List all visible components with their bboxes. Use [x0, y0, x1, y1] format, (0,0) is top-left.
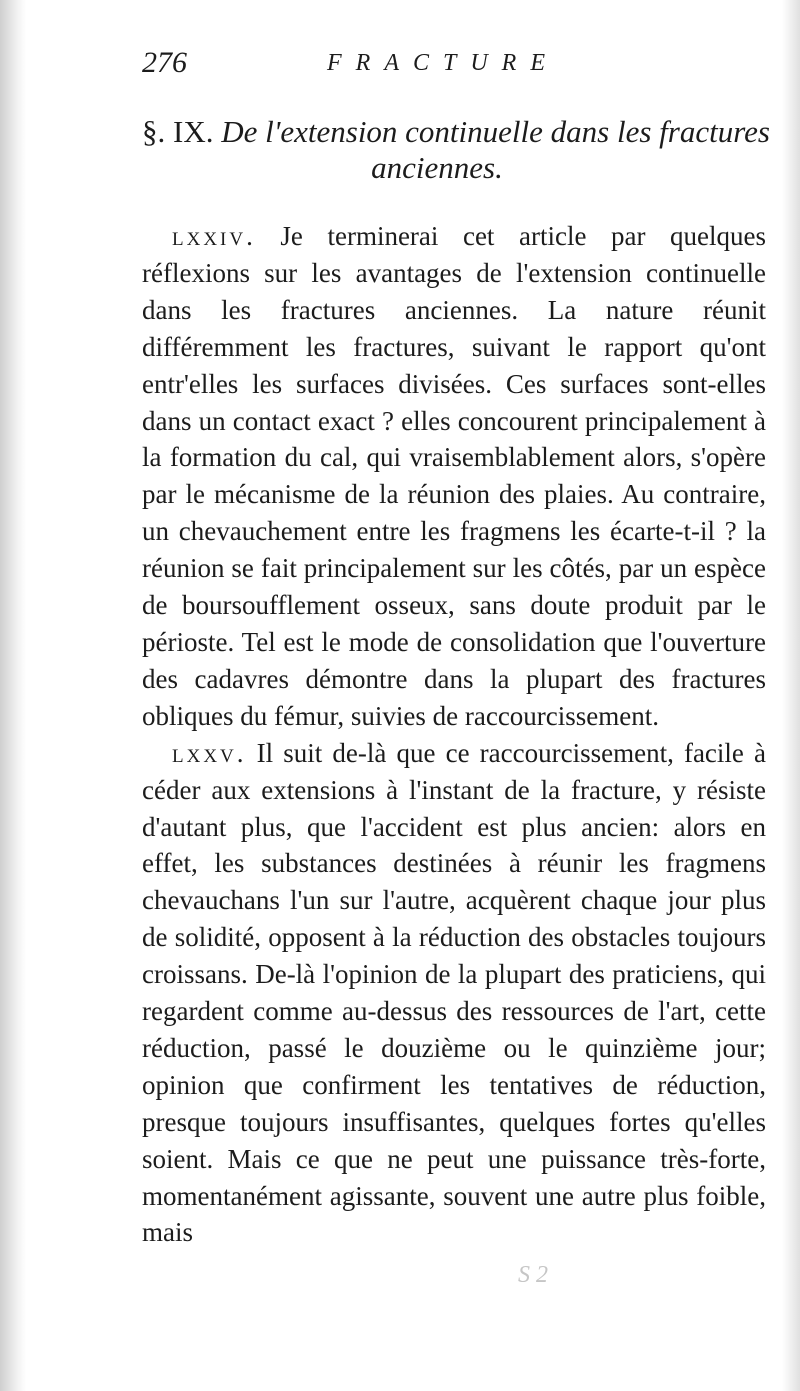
page-header: [142, 46, 662, 86]
section-heading: [142, 114, 772, 186]
paragraph-number: lxxv.: [172, 737, 247, 768]
section-title-line1: De l'extension continuelle dans les fractures: [221, 114, 770, 149]
paragraph-number: lxxiv.: [172, 221, 256, 251]
section-title-line2: anciennes.: [371, 150, 503, 185]
paragraph-text: Il suit de-là que ce raccourcissement, facile à céder aux extensions à l'instant de la fracture, y résiste d'autant plus, que l'accident est plus ancien: alors en effet, les substances destinées à réunir les fragmens chevauchans l'un sur l'autre, acquèrent chaque jour plus de solidité, opposent à la réduction des obstacles toujours croissans. De-là l'opinion de la plupart des praticiens, qui regardent comme au-dessus des ressources de l'art, cette réduction, passé le douzième ou le quinzième jour; opinion que confirment les tentatives de réduction, presque toujours insuffisantes, quelques fortes qu'elles soient. Mais ce que ne peut une puissance très-forte, momentanément agissante, souvent une autre plus foible, mais: [142, 737, 767, 1248]
page-gutter-shadow: [0, 0, 26, 1391]
section-mark: §. IX.: [142, 114, 214, 149]
paragraph-text: Je terminerai cet article par quelques réflexions sur les avantages de l'extension continuelle dans les fractures anciennes. La nature réunit différemment les fractures, suivant le rapport qu'ont entr'elles les surfaces divisées. Ces surfaces sont-elles dans un contact exact ? elles concourent principalement à la formation du cal, qui vraisemblablement alors, s'opère par le mécanisme de la réunion des plaies. Au contraire, un chevauchement entre les fragmens les écarte-t-il ? la réunion se fait principalement sur les côtés, par un espèce de boursoufflement osseux, sans doute produit par le périoste. Tel est le mode de consolidation que l'ouverture des cadavres démontre dans la plupart des fractures obliques du fémur, suivies de raccourcissement.: [142, 221, 766, 731]
page-edge: [782, 0, 800, 1391]
paragraph-lxxv: [142, 735, 766, 1252]
signature-mark: S 2: [518, 1262, 548, 1288]
running-head: FRACTURE: [327, 50, 559, 76]
body-text: [142, 218, 766, 1251]
paragraph-lxxiv: [142, 218, 766, 735]
page-number: 276: [142, 46, 187, 79]
